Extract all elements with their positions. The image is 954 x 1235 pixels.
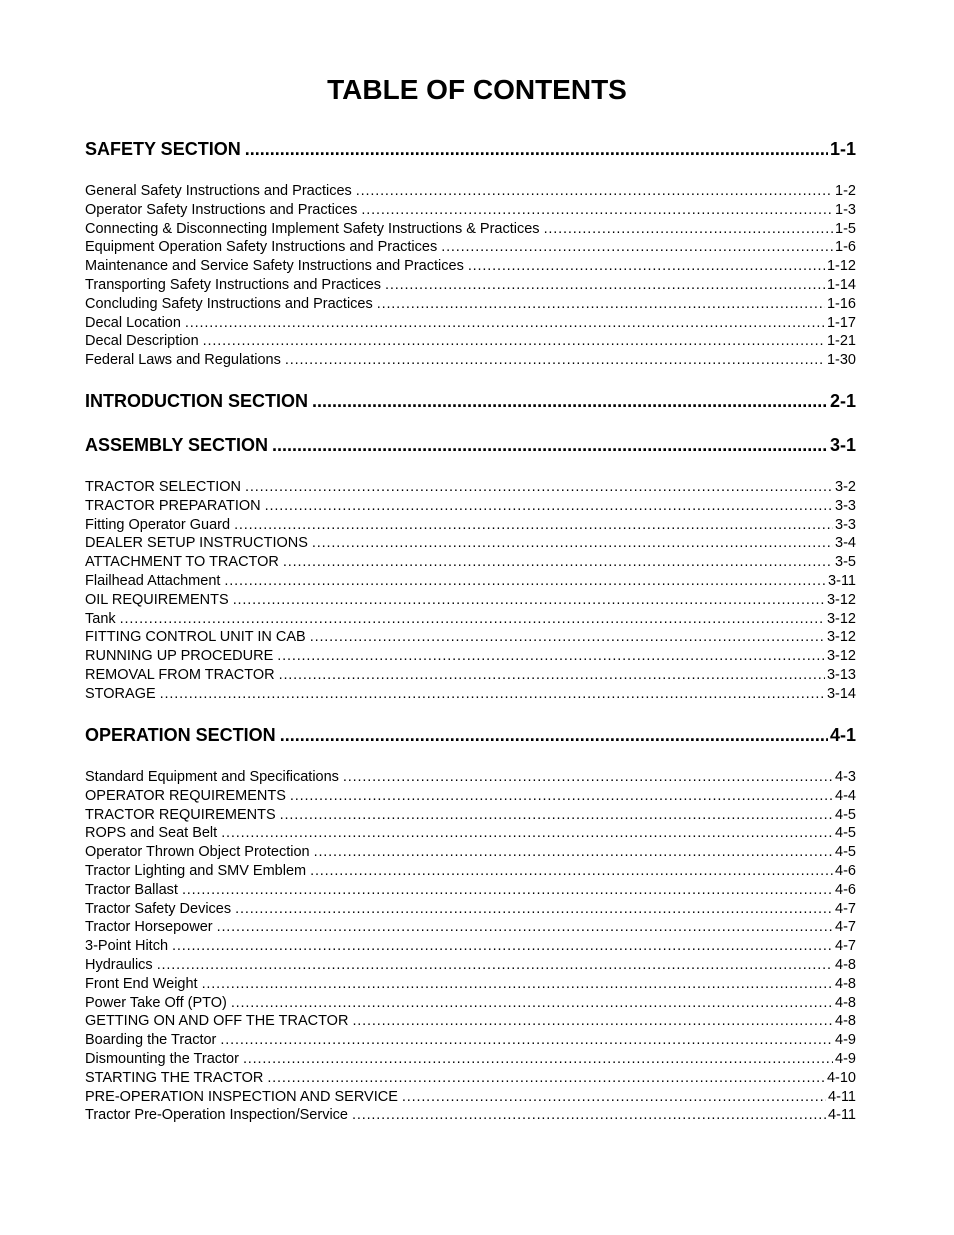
toc-page-number: 1-21 [826, 333, 856, 350]
toc-entry [85, 497, 856, 515]
dot-leader [385, 276, 825, 294]
dot-leader [120, 610, 825, 628]
toc-entry-label: Fitting Operator Guard [85, 516, 231, 533]
toc-page-number: 3-13 [826, 667, 856, 683]
toc-entry [85, 806, 856, 824]
toc-page-number: 3-3 [835, 497, 856, 514]
toc-entry [85, 787, 856, 805]
toc-page-number: 3-12 [826, 610, 856, 627]
toc-entry [85, 1012, 856, 1030]
dot-leader [231, 994, 833, 1012]
toc-entry-label: Hydraulics [85, 957, 153, 973]
toc-page-number: 3-12 [826, 629, 856, 646]
toc-entry [85, 768, 856, 786]
dot-leader [283, 553, 833, 571]
toc-entry-label: Front End Weight [85, 975, 198, 992]
dot-leader [160, 685, 825, 703]
dot-leader [157, 956, 833, 974]
toc-page-number: 3-1 [829, 435, 856, 455]
toc-entry-label: PRE-OPERATION INSPECTION AND SERVICE [85, 1088, 398, 1105]
toc-page-number: 1-30 [826, 352, 856, 369]
toc-entry-label: DEALER SETUP INSTRUCTIONS [85, 535, 308, 552]
dot-leader [361, 201, 833, 219]
toc-entry-label: Operator Thrown Object Protection [85, 844, 310, 861]
toc-entry [85, 1050, 856, 1068]
toc-entry-label: ATTACHMENT TO TRACTOR [85, 554, 279, 571]
toc-entry-label: TRACTOR PREPARATION [85, 497, 261, 514]
toc-entry [85, 478, 856, 496]
toc-entry [85, 685, 856, 703]
dot-leader [402, 1088, 826, 1106]
toc-entry-label: INTRODUCTION SECTION [85, 391, 308, 411]
dot-leader [185, 314, 825, 332]
dot-leader [172, 937, 833, 955]
toc-entry [85, 937, 856, 955]
toc-page-number: 4-6 [835, 881, 856, 898]
toc-entry-label: Tank [85, 610, 116, 627]
toc-entry [85, 647, 856, 665]
toc-entry-label: Tractor Horsepower [85, 919, 213, 936]
toc-entry-label: TRACTOR SELECTION [85, 479, 242, 495]
toc-entry-label: Maintenance and Service Safety Instructions and Practices [85, 258, 464, 275]
toc-page-number: 1-6 [835, 239, 856, 256]
dot-leader [202, 975, 833, 993]
toc-entry-label: Boarding the Tractor [85, 1032, 217, 1049]
toc-entry-label: Flailhead Attachment [85, 573, 221, 589]
toc-entry-label: Connecting & Disconnecting Implement Safety Instructions & Practices [85, 220, 540, 237]
dot-leader [343, 768, 833, 786]
toc-entry [85, 182, 856, 200]
toc-entry-label: Federal Laws and Regulations [85, 352, 281, 369]
toc-page-number: 4-11 [828, 1088, 856, 1105]
toc-page-number: 1-2 [835, 183, 856, 199]
toc-entry-label: Dismounting the Tractor [85, 1051, 239, 1067]
toc-entry-label: STORAGE [85, 685, 156, 702]
toc-page-number: 2-1 [829, 391, 856, 411]
toc-entry [85, 295, 856, 313]
dot-leader [182, 881, 833, 899]
dot-leader [245, 137, 828, 161]
toc-page-number: 1-5 [835, 220, 856, 237]
toc-entry-label: Tractor Safety Devices [85, 900, 232, 917]
toc-entry-label: ROPS and Seat Belt [85, 825, 218, 842]
toc-entry [85, 1031, 856, 1049]
dot-leader [203, 332, 825, 350]
dot-leader [267, 1069, 825, 1087]
toc-entry [85, 516, 856, 534]
toc-entry [85, 843, 856, 861]
toc-entry-label: Tractor Ballast [85, 881, 178, 898]
toc-entry [85, 201, 856, 219]
toc-page-number: 4-11 [828, 1107, 856, 1124]
toc-page-number: 3-12 [826, 591, 856, 608]
toc-entry [85, 1069, 856, 1087]
toc-entry-label: FITTING CONTROL UNIT IN CAB [85, 629, 306, 646]
dot-leader [290, 787, 833, 805]
dot-leader [544, 220, 833, 238]
toc-page-number: 4-8 [835, 975, 856, 992]
dot-leader [312, 534, 833, 552]
toc-entry [85, 591, 856, 609]
toc-entry-label: OPERATION SECTION [85, 725, 276, 745]
toc-entry [85, 276, 856, 294]
toc-entry [85, 572, 856, 590]
toc-entry-label: OIL REQUIREMENTS [85, 591, 229, 608]
toc-entry-label: RUNNING UP PROCEDURE [85, 648, 274, 665]
toc-section-heading [85, 433, 856, 457]
dot-leader [221, 824, 833, 842]
dot-leader [312, 389, 828, 413]
toc-page-number: 4-7 [835, 900, 856, 917]
toc-entry-label: General Safety Instructions and Practices [85, 183, 352, 199]
toc-entry-label: SAFETY SECTION [85, 139, 241, 159]
dot-leader [377, 295, 825, 313]
dot-leader [468, 257, 825, 275]
toc-page-number: 4-6 [835, 863, 856, 879]
toc-entry [85, 238, 856, 256]
toc-entry [85, 332, 856, 350]
toc-entry [85, 956, 856, 974]
toc-page-number: 3-2 [835, 479, 856, 495]
toc-page-number: 4-10 [826, 1069, 856, 1086]
toc-page-number: 3-12 [826, 648, 856, 665]
dot-leader [352, 1012, 833, 1030]
toc-entry-label: OPERATOR REQUIREMENTS [85, 787, 286, 804]
dot-leader [243, 1050, 833, 1068]
toc-entry-label: ASSEMBLY SECTION [85, 435, 269, 455]
toc-section-heading [85, 389, 856, 413]
toc-page-number: 4-5 [835, 844, 856, 861]
toc-entry-label: STARTING THE TRACTOR [85, 1069, 264, 1086]
toc-entry [85, 994, 856, 1012]
toc-page-number: 3-4 [835, 535, 856, 552]
toc-page-number: 1-1 [829, 139, 856, 159]
dot-leader [224, 572, 826, 590]
toc-entry [85, 862, 856, 880]
toc-entry [85, 610, 856, 628]
toc-page-number: 4-5 [835, 825, 856, 842]
dot-leader [352, 1106, 826, 1124]
dot-leader [277, 647, 825, 665]
toc-page-number: 4-9 [835, 1032, 856, 1049]
dot-leader [310, 862, 833, 880]
toc-entry [85, 314, 856, 332]
toc-entry [85, 1106, 856, 1124]
toc-entry [85, 824, 856, 842]
dot-leader [265, 497, 833, 515]
toc-entry [85, 628, 856, 646]
toc-page-number: 1-3 [835, 201, 856, 218]
dot-leader [279, 666, 825, 684]
toc-entry-label: Concluding Safety Instructions and Practices [85, 295, 373, 312]
dot-leader [356, 182, 833, 200]
toc-entry [85, 666, 856, 684]
toc-entry-label: Operator Safety Instructions and Practices [85, 201, 358, 218]
toc-entry-label: Standard Equipment and Specifications [85, 769, 339, 785]
toc-page-number: 1-14 [826, 277, 856, 293]
toc-entry [85, 553, 856, 571]
toc-entry [85, 220, 856, 238]
dot-leader [285, 351, 825, 369]
dot-leader [245, 478, 833, 496]
toc-page-number: 3-14 [826, 685, 856, 702]
toc-page-number: 4-3 [835, 769, 856, 785]
toc-entry-label: Decal Description [85, 333, 199, 350]
dot-leader [234, 516, 833, 534]
dot-leader [217, 918, 833, 936]
toc-entry [85, 975, 856, 993]
toc-entry-label: GETTING ON AND OFF THE TRACTOR [85, 1013, 349, 1030]
page-title: TABLE OF CONTENTS [327, 74, 627, 105]
toc-page-number: 4-9 [835, 1051, 856, 1067]
toc-entry-label: Equipment Operation Safety Instructions and Practices [85, 239, 438, 256]
toc-entry [85, 1088, 856, 1106]
toc-page-number: 3-11 [828, 573, 856, 589]
toc-entry [85, 881, 856, 899]
toc-page-number: 4-7 [835, 919, 856, 936]
toc-entry-label: 3-Point Hitch [85, 938, 169, 955]
toc-page-number: 4-8 [835, 1013, 856, 1030]
dot-leader [310, 628, 825, 646]
dot-leader [280, 806, 833, 824]
toc-page-number: 3-5 [835, 554, 856, 571]
toc-page-number: 4-8 [835, 994, 856, 1011]
toc-page-number: 4-7 [835, 938, 856, 955]
toc-entry [85, 257, 856, 275]
toc-entry-label: TRACTOR REQUIREMENTS [85, 806, 276, 823]
toc-entry-label: Transporting Safety Instructions and Practices [85, 277, 382, 293]
toc-entry [85, 351, 856, 369]
toc-entry-label: Tractor Pre-Operation Inspection/Service [85, 1107, 348, 1124]
toc-entry [85, 900, 856, 918]
toc-entry [85, 918, 856, 936]
toc-entry [85, 534, 856, 552]
dot-leader [314, 843, 833, 861]
dot-leader [235, 900, 833, 918]
toc-page-number: 4-5 [835, 806, 856, 823]
toc-section-heading [85, 723, 856, 747]
toc-entry-label: Decal Location [85, 314, 181, 331]
toc-entry-label: Tractor Lighting and SMV Emblem [85, 863, 307, 879]
dot-leader [441, 238, 833, 256]
toc-page-number: 1-16 [826, 295, 856, 312]
toc-section-heading [85, 137, 856, 161]
dot-leader [233, 591, 825, 609]
toc-page-number: 4-8 [835, 957, 856, 973]
dot-leader [272, 433, 828, 457]
dot-leader [220, 1031, 833, 1049]
toc-page-number: 1-17 [826, 314, 856, 331]
toc-page-number: 3-3 [835, 516, 856, 533]
toc-entry-label: Power Take Off (PTO) [85, 994, 227, 1011]
toc-entry-label: REMOVAL FROM TRACTOR [85, 667, 275, 683]
toc-page-number: 4-4 [835, 787, 856, 804]
toc-page-number: 1-12 [826, 258, 856, 275]
toc-page-number: 4-1 [829, 725, 856, 745]
dot-leader [280, 723, 828, 747]
